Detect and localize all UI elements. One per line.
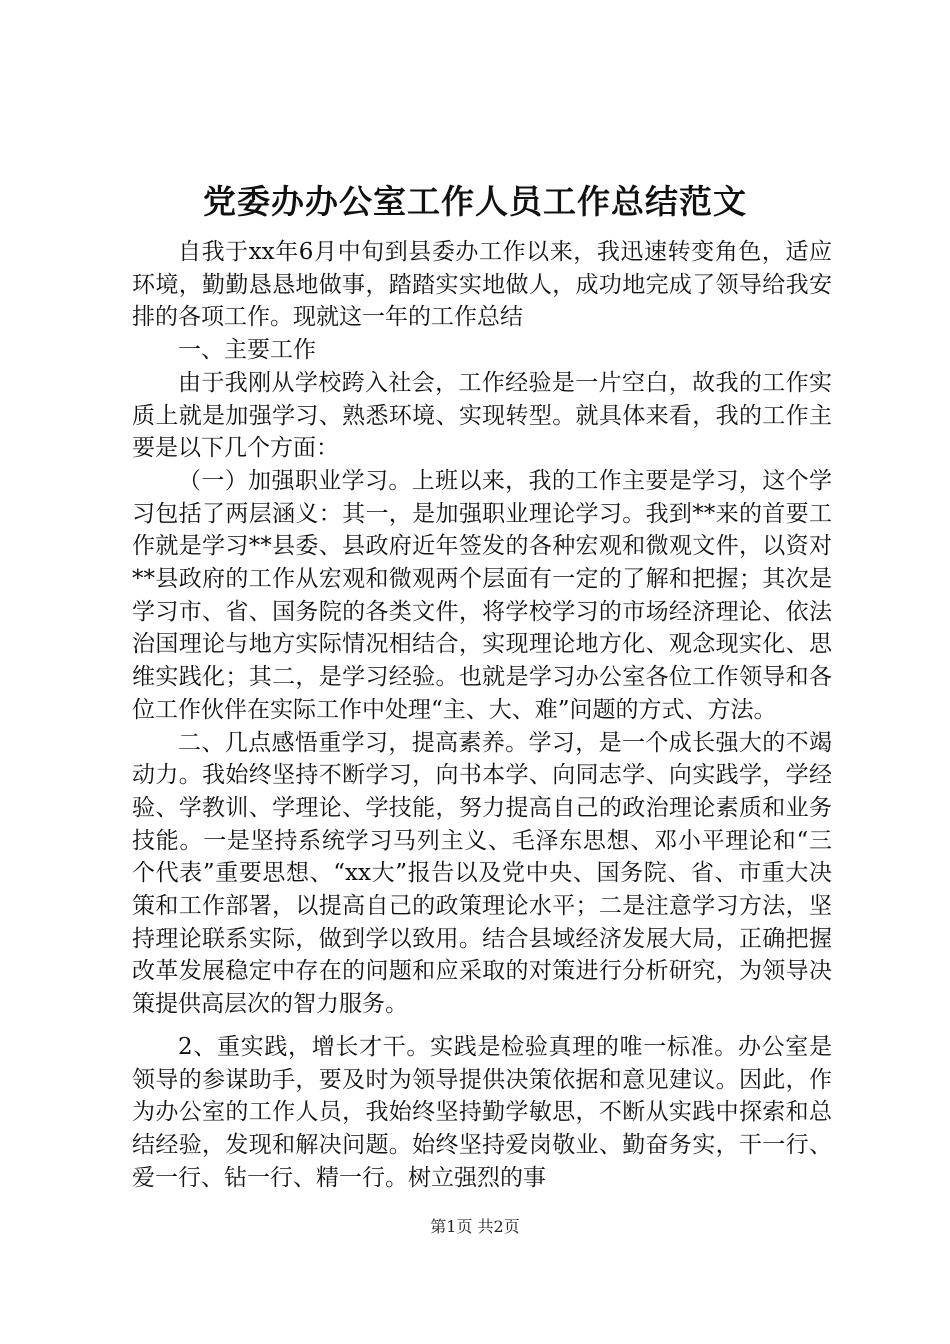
- document-body: [132, 236, 832, 1194]
- paragraph-study: （一）加强职业学习。上班以来，我的工作主要是学习，这个学习包括了两层涵义：其一，是加强职业理论学习。我到**来的首要工作就是学习**县委、县政府近年签发的各种宏观和微观文件，以资对**县政府的工作从宏观和微观两个层面有一定的了解和把握；其次是学习市、省、国务院的各类文件，将学校学习的市场经济理论、依法治国理论与地方实际情况相结合，实现理论地方化、观念现实化、思维实践化；其二，是学习经验。也就是学习办公室各位工作领导和各位工作伙伴在实际工作中处理“主、大、难”问题的方式、方法。: [132, 467, 832, 723]
- page-footer: 第1页 共2页: [430, 1217, 520, 1236]
- paragraph-insights: 二、几点感悟重学习，提高素养。学习，是一个成长强大的不竭动力。我始终坚持不断学习，向书本学、向同志学、向实践学，学经验、学教训、学理论、学技能，努力提高自己的政治理论素质和业务技能。一是坚持系统学习马列主义、毛泽东思想、邓小平理论和“三个代表”重要思想、“xx大”报告以及党中央、国务院、省、市重大决策和工作部署，以提高自己的政策理论水平；二是注意学习方法，坚持理论联系实际，做到学以致用。结合县域经济发展大局，正确把握改革发展稳定中存在的问题和应采取的对策进行分析研究，为领导决策提供高层次的智力服务。: [132, 729, 832, 1018]
- paragraph-intro: 自我于xx年6月中旬到县委办工作以来，我迅速转变角色，适应环境，勤勤恳恳地做事，踏踏实实地做人，成功地完成了领导给我安排的各项工作。现就这一年的工作总结: [132, 239, 832, 331]
- paragraph-practice: 2、重实践，增长才干。实践是检验真理的唯一标准。办公室是领导的参谋助手，要及时为领导提供决策依据和意见建议。因此，作为办公室的工作人员，我始终坚持勤学敏思，不断从实践中探索和总结经验，发现和解决问题。始终坚持爱岗敬业、勤奋务实，干一行、爱一行、钻一行、精一行。树立强烈的事: [132, 1033, 832, 1191]
- paragraph-overview: 由于我刚从学校跨入社会，工作经验是一片空白，故我的工作实质上就是加强学习、熟悉环境、实现转型。就具体来看，我的工作主要是以下几个方面：: [132, 369, 832, 462]
- document-title: 党委办办公室工作人员工作总结范文: [203, 182, 747, 221]
- section-heading-main-work: 一、主要工作: [178, 337, 316, 364]
